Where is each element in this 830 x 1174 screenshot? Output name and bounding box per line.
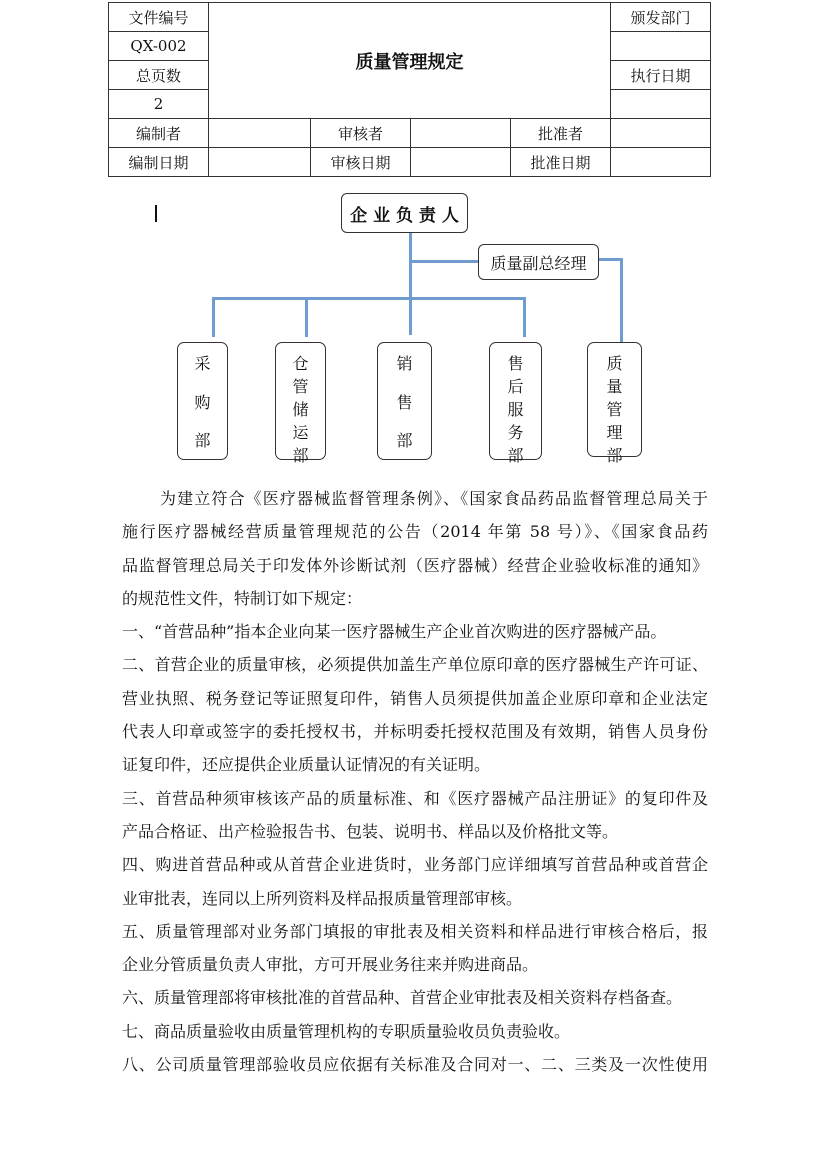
- connector-line: [523, 297, 526, 337]
- text-cursor: [155, 205, 157, 222]
- connector-line: [620, 258, 623, 342]
- paragraph: [122, 482, 708, 615]
- author-date-label: 编制日期: [109, 148, 209, 177]
- dept-char: 售: [507, 354, 524, 373]
- paragraph: [122, 648, 708, 781]
- dept-purchasing-box: [177, 342, 228, 460]
- review-date-value: [411, 148, 511, 177]
- dept-char: 储: [292, 400, 309, 419]
- pages-value: 2: [109, 90, 209, 119]
- paragraph-line: 品监督管理总局关于印发体外诊断试剂（医疗器械）经营企业验收标准的通知》: [122, 555, 708, 575]
- org-head-box: 企 业 负 责 人: [341, 193, 468, 233]
- doc-no-value: QX-002: [109, 32, 209, 61]
- paragraph-line: 三、首营品种须审核该产品的质量标准、和《医疗器械产品注册证》的复印件及: [122, 788, 708, 808]
- paragraph-line: 证复印件，还应提供企业质量认证情况的有关证明。: [122, 755, 491, 775]
- pages-label: 总页数: [109, 61, 209, 90]
- dept-char: 部: [606, 446, 623, 465]
- paragraph-line: 产品合格证、出产检验报告书、包装、说明书、样品以及价格批文等。: [122, 821, 619, 841]
- paragraph-line: 八、公司质量管理部验收员应依据有关标准及合同对一、二、三类及一次性使用: [122, 1055, 708, 1075]
- connector-line: [305, 297, 308, 337]
- paragraph: [122, 615, 708, 648]
- paragraph: [122, 782, 708, 849]
- paragraph-line: 营业执照、税务登记等证照复印件，销售人员须提供加盖企业原印章和企业法定: [122, 688, 708, 708]
- paragraph: [122, 981, 708, 1014]
- paragraph: [122, 848, 708, 915]
- dept-char: 部: [292, 446, 309, 465]
- document-title: 质量管理规定: [209, 3, 611, 119]
- dept-char: 仓: [292, 354, 309, 373]
- dept-char: 服: [507, 400, 524, 419]
- connector-line: [410, 260, 478, 263]
- paragraph: [122, 1048, 708, 1081]
- dept-char: 量: [606, 377, 623, 396]
- reviewer-label: 审核者: [311, 119, 411, 148]
- author-date-value: [209, 148, 311, 177]
- issue-dept-value: [611, 32, 711, 61]
- dept-char: 管: [606, 400, 623, 419]
- approver-value: [611, 119, 711, 148]
- paragraph-line: 四、购进首营品种或从首营企业进货时，业务部门应详细填写首营品种或首营企: [122, 855, 708, 875]
- dept-char: 部: [507, 446, 524, 465]
- paragraph-line: 二、首营企业的质量审核，必须提供加盖生产单位原印章的医疗器械生产许可证、: [122, 655, 708, 675]
- paragraph-line: 为建立符合《医疗器械监督管理条例》、《国家食品药品监督管理总局关于: [160, 489, 708, 508]
- dept-sales-box: [377, 342, 432, 460]
- exec-date-label: 执行日期: [611, 61, 711, 90]
- connector-line: [409, 233, 412, 335]
- dept-char: 后: [507, 377, 524, 396]
- connector-line: [212, 297, 215, 337]
- dept-char: 采: [194, 354, 211, 373]
- dept-char: 销: [396, 354, 413, 373]
- dept-aftersales-box: [489, 342, 542, 465]
- approve-date-label: 批准日期: [511, 148, 611, 177]
- dept-char: 务: [507, 423, 524, 442]
- org-vice-box: 质量副总经理: [478, 244, 599, 280]
- dept-char: 理: [606, 423, 623, 442]
- exec-date-value: [611, 90, 711, 119]
- doc-no-label: 文件编号: [109, 3, 209, 32]
- dept-quality-box: [587, 342, 642, 465]
- paragraph-line: 七、商品质量验收由质量管理机构的专职质量验收员负责验收。: [122, 1021, 571, 1041]
- paragraph: [122, 915, 708, 982]
- connector-line: [598, 258, 622, 261]
- paragraph-line: 五、质量管理部对业务部门填报的审批表及相关资料和样品进行审核合格后，报: [122, 921, 708, 941]
- issue-dept-label: 颁发部门: [611, 3, 711, 32]
- paragraph-line: 一、“首营品种”指本企业向某一医疗器械生产企业首次购进的医疗器械产品。: [122, 622, 667, 642]
- paragraph-line: 业审批表，连同以上所列资料及样品报质量管理部审核。: [122, 888, 523, 908]
- review-date-label: 审核日期: [311, 148, 411, 177]
- dept-char: 质: [606, 354, 623, 373]
- dept-char: 部: [396, 431, 413, 450]
- connector-line: [212, 297, 525, 300]
- paragraph-line: 企业分管质量负责人审批，方可开展业务往来并购进商品。: [122, 955, 539, 975]
- document-header-table: [108, 2, 711, 177]
- paragraph-line: 六、质量管理部将审核批准的首营品种、首营企业审批表及相关资料存档备查。: [122, 988, 683, 1008]
- dept-char: 运: [292, 423, 309, 442]
- paragraph-line: 的规范性文件，特制订如下规定：: [122, 588, 363, 608]
- author-label: 编制者: [109, 119, 209, 148]
- paragraph-line: 施行医疗器械经营质量管理规范的公告（2014 年第 58 号）》、《国家食品药: [122, 522, 708, 542]
- dept-warehouse-box: [275, 342, 326, 465]
- approver-label: 批准者: [511, 119, 611, 148]
- author-value: [209, 119, 311, 148]
- reviewer-value: [411, 119, 511, 148]
- approve-date-value: [611, 148, 711, 177]
- paragraph: [122, 1015, 708, 1048]
- dept-char: 售: [396, 392, 413, 412]
- paragraph-line: 代表人印章或签字的委托授权书，并标明委托授权范围及有效期，销售人员身份: [122, 722, 708, 742]
- dept-char: 购: [194, 392, 211, 412]
- dept-char: 管: [292, 377, 309, 396]
- document-body: [122, 482, 708, 1081]
- dept-char: 部: [194, 431, 211, 450]
